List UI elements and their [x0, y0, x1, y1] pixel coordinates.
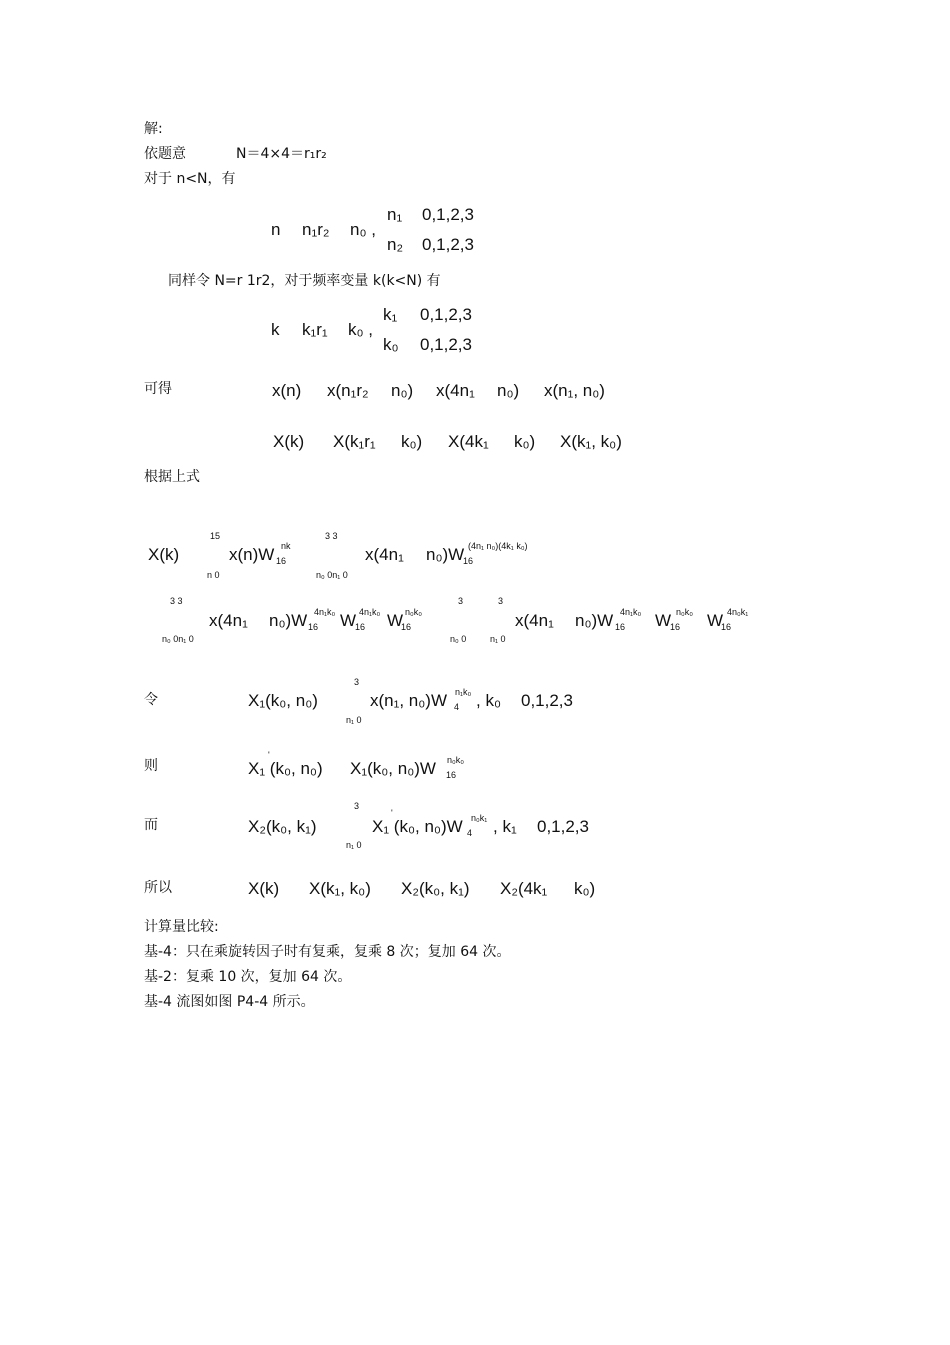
eq4-prime: ': [268, 750, 270, 760]
eq2-subF: 16: [615, 622, 626, 632]
k1-cond: k₁: [383, 305, 398, 324]
x-map-3: x(4n₁: [436, 381, 475, 400]
eq1-sum1-top: 15: [210, 531, 221, 541]
eq1-term2b: n₀)W: [426, 545, 465, 564]
k-term1: k₁r₁: [302, 320, 328, 339]
k1-values: 0,1,2,3: [420, 305, 472, 324]
eq3-sum-top: 3: [354, 677, 360, 687]
flow-diagram-note: 基-4 流图如图 P4-4 所示。: [144, 994, 315, 1010]
eq2-subA: 16: [308, 622, 319, 632]
eq3-sub: 4: [454, 702, 460, 712]
eq1-term1: x(n)W: [229, 545, 275, 564]
eq1-term2: x(4n₁: [365, 545, 404, 564]
eq2-termD: W: [387, 611, 404, 630]
eq2-termC: W: [340, 611, 357, 630]
eq6-3: X₂(4k₁: [500, 879, 548, 898]
suoyi-label: 所以: [144, 880, 172, 896]
eq2-sum1-top: 3 3: [170, 596, 183, 606]
eq4-sub: 16: [446, 770, 457, 780]
eq2-sum1-bot: n₀ 0n₁ 0: [162, 634, 194, 644]
n2-values: 0,1,2,3: [422, 235, 474, 254]
ze-label: 则: [144, 758, 158, 774]
eq2-sum3-bot: n₁ 0: [490, 634, 506, 644]
eq2-termA: x(4n₁: [209, 611, 248, 630]
eq4-sup: n₀k₀: [447, 755, 464, 765]
eq2-supA: 4n₁k₀: [314, 607, 336, 617]
eq1-term2-sup: (4n₁ n₀)(4k₁ k₀): [468, 541, 528, 551]
eq1-sum1-bot: n 0: [207, 570, 220, 580]
eq5-lhs: X₂(k₀, k₁): [248, 817, 317, 836]
x-map-4: n₀): [497, 381, 520, 400]
n1-cond: n₁: [387, 205, 403, 224]
eq3-lhs: X₁(k₀, n₀): [248, 691, 318, 710]
X-map-5: X(k₁, k₀): [560, 432, 622, 451]
genju-label: 根据上式: [144, 469, 200, 485]
eq5-tail: , k₁: [493, 817, 517, 836]
compare-title: 计算量比较:: [144, 919, 219, 935]
X-map-0: X(k): [273, 432, 305, 451]
x-map-1: x(n₁r₂: [327, 381, 369, 400]
k0-values: 0,1,2,3: [420, 335, 472, 354]
eq6-2: X₂(k₀, k₁): [401, 879, 470, 898]
eq2-supC: 4n₁k₀: [359, 607, 381, 617]
eq5-values: 0,1,2,3: [537, 817, 589, 836]
eq1-term2-sub: 16: [463, 556, 474, 566]
similarly-line: 同样令 N=r 1r2，对于频率变量 k(k<N) 有: [168, 273, 441, 289]
X-map-2: k₀): [401, 432, 423, 451]
n-term1: n₁r₂: [302, 220, 330, 239]
eq2-subH: 16: [721, 622, 732, 632]
eq5-sum-top: 3: [354, 801, 360, 811]
eq1-lhs: X(k): [148, 545, 180, 564]
x-map-0: x(n): [272, 381, 302, 400]
compare-radix4: 基-4：只在乘旋转因子时有复乘，复乘 8 次；复加 64 次。: [144, 944, 511, 960]
solution-title: 解:: [144, 121, 163, 137]
eq2-termB: n₀)W: [269, 611, 308, 630]
k-lhs: k: [271, 320, 280, 339]
eq5-rhs: X₁ (k₀, n₀)W: [372, 817, 463, 836]
X-map-3: X(4k₁: [448, 432, 489, 451]
x-map-5: x(n₁, n₀): [544, 381, 605, 400]
x-map-2: n₀): [391, 381, 414, 400]
eq1-term1-sup: nk: [281, 541, 291, 551]
X-map-1: X(k₁r₁: [333, 432, 376, 451]
eq6-4: k₀): [574, 879, 596, 898]
eq2-subG: 16: [670, 622, 681, 632]
eq5-sup: n₀k₁: [471, 813, 488, 823]
eq4-lhs: X₁ (k₀, n₀): [248, 759, 323, 778]
eq2-termG: W: [655, 611, 672, 630]
eq2-termF: n₀)W: [575, 611, 614, 630]
ling-label: 令: [144, 692, 158, 708]
eq1-sum2-top: 3 3: [325, 531, 338, 541]
eq2-subD: 16: [401, 622, 412, 632]
eq2-sum3-top: 3: [498, 596, 504, 606]
X-map-4: k₀): [514, 432, 536, 451]
n1-values: 0,1,2,3: [422, 205, 474, 224]
eq2-subC: 16: [355, 622, 366, 632]
eq5-sum-bot: n₁ 0: [346, 840, 362, 850]
eq3-rhs: x(n₁, n₀)W: [370, 691, 448, 710]
n2-cond: n₂: [387, 235, 404, 254]
eq2-termH: W: [707, 611, 724, 630]
eq1-sum2-bot: n₀ 0n₁ 0: [316, 570, 348, 580]
compare-radix2: 基-2：复乘 10 次，复加 64 次。: [144, 969, 352, 985]
eq3-sup: n₁k₀: [455, 687, 472, 697]
eq3-tail: , k₀: [476, 691, 502, 710]
given-expression: N＝4×4＝r₁r₂: [236, 146, 327, 162]
er-label: 而: [144, 817, 158, 833]
eq2-sum2-bot: n₀ 0: [450, 634, 467, 644]
eq3-values: 0,1,2,3: [521, 691, 573, 710]
eq2-supH: 4n₀k₁: [727, 607, 749, 617]
eq4-rhs: X₁(k₀, n₀)W: [350, 759, 436, 778]
eq2-termE: x(4n₁: [515, 611, 554, 630]
kede-label: 可得: [144, 381, 172, 397]
eq2-supG: n₀k₀: [676, 607, 693, 617]
k-term2: k₀ ,: [348, 320, 374, 339]
eq3-sum-bot: n₁ 0: [346, 715, 362, 725]
eq2-sum2-top: 3: [458, 596, 464, 606]
k0-cond: k₀: [383, 335, 399, 354]
given-label: 依题意: [144, 146, 186, 162]
eq2-supF: 4n₁k₀: [620, 607, 642, 617]
eq6-1: X(k₁, k₀): [309, 879, 371, 898]
n-lhs: n: [271, 220, 281, 239]
eq1-term1-sub: 16: [276, 556, 287, 566]
eq2-supD: n₀k₀: [405, 607, 422, 617]
for-n-line: 对于 n<N，有: [144, 171, 236, 187]
eq6-0: X(k): [248, 879, 280, 898]
eq5-prime: ': [391, 808, 393, 818]
n-term2: n₀ ,: [350, 220, 376, 239]
eq5-sub: 4: [467, 828, 473, 838]
